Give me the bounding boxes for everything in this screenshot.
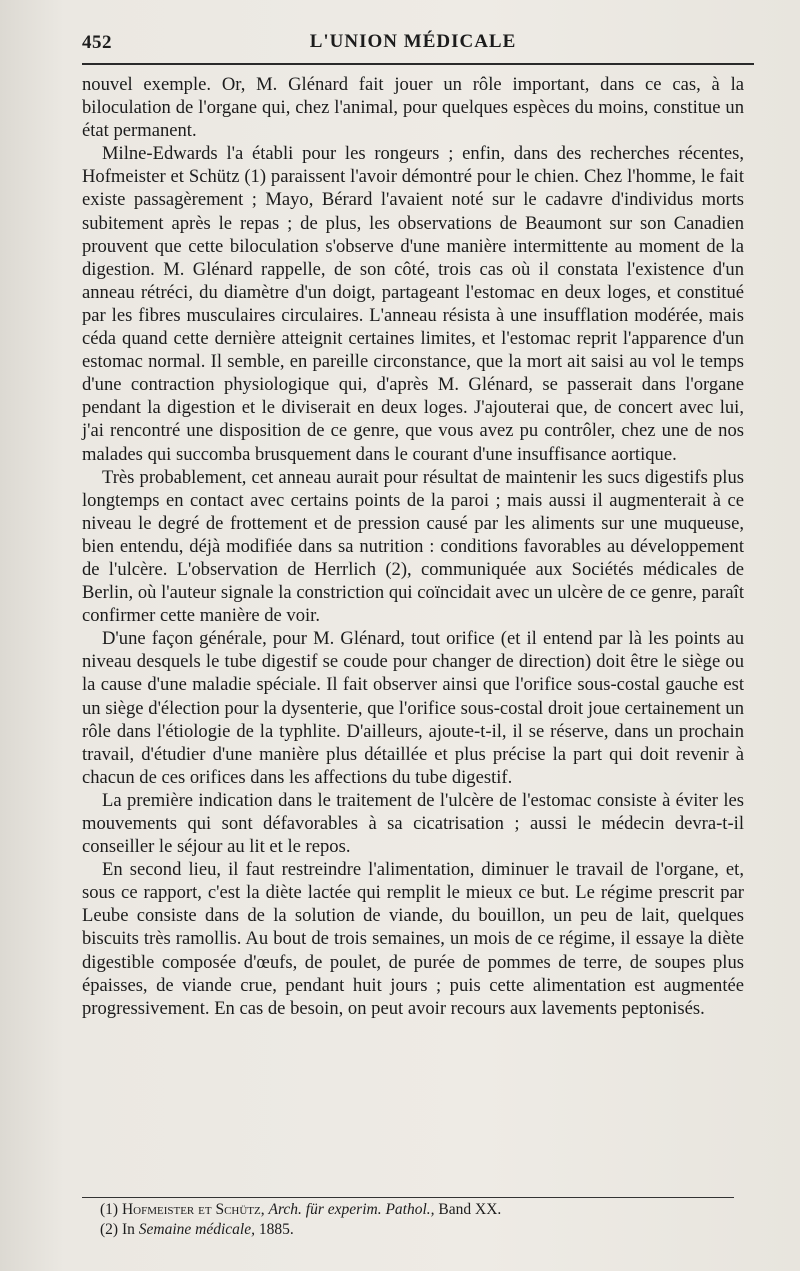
footnote-marker: (1) (100, 1201, 119, 1218)
running-title: L'UNION MÉDICALE (309, 31, 517, 52)
paragraph-6: En second lieu, il faut restreindre l'alimentation, diminuer le travail de l'organe, et, sous ce rapport, c'est la diète lactée qui remplit le mieux ce but. Le régime prescrit par Leube consiste dans de la solution de viande, du bouillon, un peu de lait, quelques biscuits très ramollis. Au bout de trois semaines, un mois de ce régime, il essaye la diète digestible composée d'œufs, de poulet, de purée de pommes de terre, de soupes plus épaisses, de viande crue, pendant huit jours ; puis cette alimentation est augmentée progressivement. En cas de besoin, on peut avoir recours aux lavements peptonisés. (82, 859, 744, 1019)
paragraph-4: D'une façon générale, pour M. Glénard, tout orifice (et il entend par là les points au niveau desquels le tube digestif se coude pour changer de direction) doit être le siège ou la cause d'une maladie spéciale. Il fait observer ainsi que l'orifice sous-costal gauche est un siège d'élection pour la dysenterie, que l'orifice sous-costal droit joue certainement un rôle dans l'étiologie de la typhlite. D'ailleurs, ajoute-t-il, il se réserve, dans un prochain travail, d'étudier d'une manière plus détaillée et plus précise la part qui doit revenir à chacun de ces orifices dans les affections du tube digestif. (82, 628, 744, 788)
paragraph-2: Milne-Edwards l'a établi pour les rongeurs ; enfin, dans des recherches récentes, Hofmeister et Schütz (1) paraissent l'avoir démontré pour le chien. Chez l'homme, le fait existe passagèrement ; Mayo, Bérard l'avaient noté sur le cadavre d'individus morts subitement après le repas ; de plus, les observations de Beaumont sur son Canadien prouvent que cette biloculation s'observe d'une manière intermittente au moment de la digestion. M. Glénard rappelle, de son côté, trois cas où il constata l'existence d'un anneau rétréci, du diamètre d'un doigt, partageant l'estomac en deux loges, et constitué par les fibres musculaires circulaires. L'anneau résista à une insufflation modérée, mais céda quand cette dernière atteignit certaines limites, et l'estomac reprit l'apparence d'un estomac normal. Il semble, en pareille circonstance, que la mort ait saisi au vol le temps d'une contraction physiologique qui, d'après M. Glénard, se passerait dans l'organe pendant la digestion et le diviserait en deux loges. J'ajouterai que, de concert avec lui, j'ai rencontré une disposition de ce genre, que vous avez pu contrôler, chez une de nos malades qui succomba brusquement dans le courant d'une insuffisance aortique. (82, 143, 744, 465)
paragraph-5: La première indication dans le traitement de l'ulcère de l'estomac consiste à éviter les mouvements qui sont défavorables à sa cicatrisation ; aussi le médecin devra-t-il conseiller le séjour au lit et le repos. (82, 789, 744, 858)
footnotes (100, 1200, 740, 1240)
footnote-1 (100, 1200, 740, 1220)
footnote-detail: 1885. (258, 1221, 294, 1238)
footnote-rule (82, 1197, 734, 1198)
paragraph-1: nouvel exemple. Or, M. Glénard fait jouer un rôle important, dans ce cas, à la biloculation de l'organe qui, chez l'animal, pour quelques espèces du moins, constitue un état permanent. (82, 74, 744, 142)
footnote-detail: Band XX. (438, 1201, 502, 1218)
footnote-marker: (2) (100, 1221, 119, 1238)
footnote-journal: Arch. für experim. Pathol., (268, 1201, 435, 1218)
footnote-authors: Hofmeister et Schütz, (121, 1201, 265, 1218)
footnote-journal: Semaine médicale, (138, 1221, 255, 1238)
paragraph-3: Très probablement, cet anneau aurait pour résultat de maintenir les sucs digestifs plus longtemps en contact avec certains points de la paroi ; mais aussi il augmenterait à ce niveau le degré de frottement et de pression causé par les aliments sur une muqueuse, bien entendu, déjà modifiée dans sa nutrition : conditions favorables au développement de l'ulcère. L'observation de Herrlich (2), communiquée aux Sociétés médicales de Berlin, où l'auteur signale la constriction qui coïncidait avec un ulcère de ce genre, paraît confirmer cette manière de voir. (82, 466, 744, 627)
page-number: 452 (82, 32, 112, 53)
body-text (82, 73, 744, 1020)
page-header (82, 28, 744, 58)
header-rule (82, 63, 754, 65)
footnote-2 (100, 1220, 740, 1240)
footnote-prefix: In (121, 1221, 135, 1238)
